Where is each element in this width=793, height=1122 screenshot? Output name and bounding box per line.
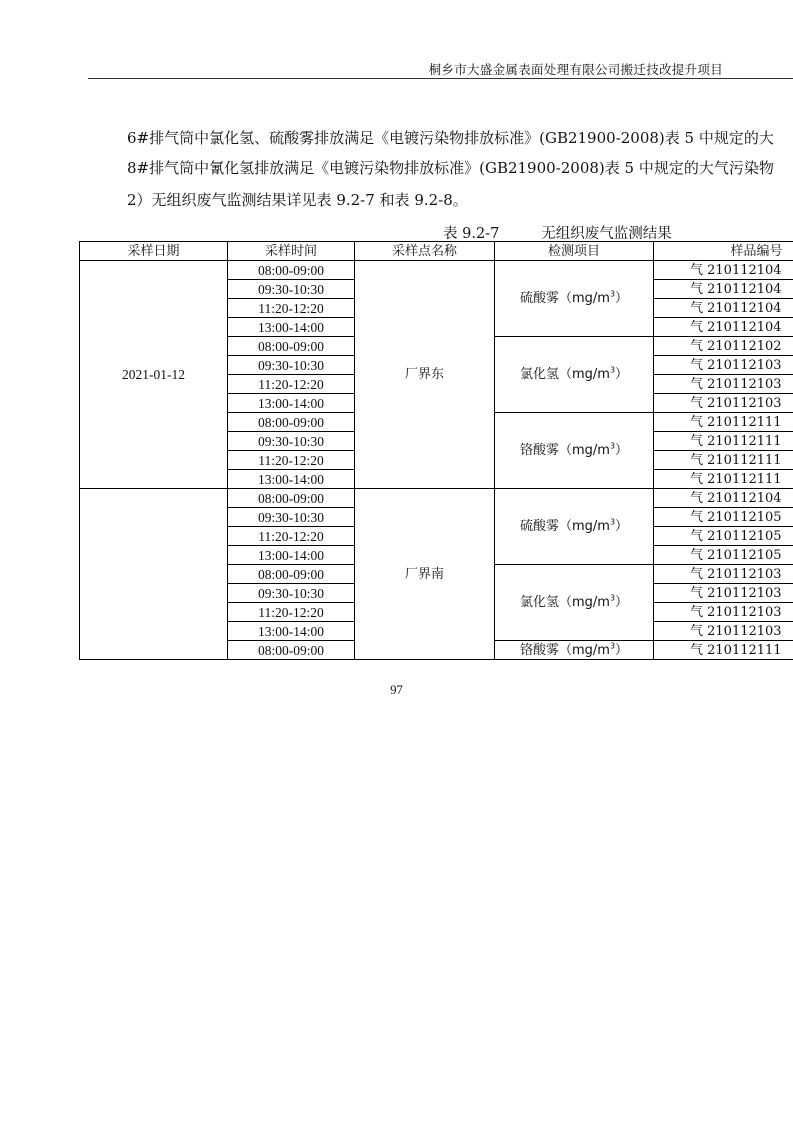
item-cell-sulfuric-acid-mist-south: [495, 489, 654, 565]
sample-number-cell: 气 210112103: [654, 394, 793, 413]
time-cell: 08:00-09:00: [228, 641, 355, 660]
sample-number-cell: 气 210112111: [654, 413, 793, 432]
unit-open: （mg/m: [558, 519, 610, 534]
item-name: 氯化氢: [519, 595, 559, 610]
time-cell: 11:20-12:20: [228, 451, 355, 470]
sample-number-cell: 气 210112103: [654, 356, 793, 375]
unit-close: ）: [615, 642, 629, 658]
item-name: 硫酸雾: [519, 291, 559, 306]
header-sampling-location: 采样点名称: [355, 242, 495, 261]
sample-number-cell: 气 210112102: [654, 337, 793, 356]
time-cell: 13:00-14:00: [228, 470, 355, 489]
time-cell: 11:20-12:20: [228, 527, 355, 546]
unit-close: ）: [615, 443, 629, 458]
time-cell: 08:00-09:00: [228, 489, 355, 508]
sample-number-cell: 气 210112111: [654, 470, 793, 489]
time-cell: 09:30-10:30: [228, 356, 355, 375]
sample-number-cell: 气 210112105: [654, 508, 793, 527]
sample-number-cell: 气 210112111: [654, 641, 793, 660]
sample-number-cell: 气 210112104: [654, 489, 793, 508]
sample-number-cell: 气 210112111: [654, 432, 793, 451]
sample-number-cell: 气 210112105: [654, 546, 793, 565]
unit-open: （mg/m: [558, 291, 610, 306]
unit-close: ）: [615, 367, 629, 382]
paragraph-line-1: 6#排气筒中氯化氢、硫酸雾排放满足《电镀污染物排放标准》(GB21900-2008)表 5 中规定的大: [127, 129, 774, 147]
time-cell: 11:20-12:20: [228, 375, 355, 394]
sample-number-cell: 气 210112104: [654, 261, 793, 280]
table-caption: [443, 222, 672, 243]
time-cell: 13:00-14:00: [228, 318, 355, 337]
unit-open: （mg/m: [558, 595, 610, 610]
sample-number-cell: 气 210112104: [654, 299, 793, 318]
header-test-item: 检测项目: [495, 242, 654, 261]
item-cell-chromic-acid-mist-south: [495, 641, 654, 660]
time-cell: 08:00-09:00: [228, 337, 355, 356]
unit-close: ）: [615, 291, 629, 306]
sample-number-cell: 气 210112103: [654, 584, 793, 603]
table-caption-title: 无组织废气监测结果: [541, 226, 672, 242]
unit-open: （mg/m: [558, 367, 610, 382]
table-caption-number: 表 9.2-7: [443, 226, 500, 242]
location-cell-east: 厂界东: [355, 261, 495, 489]
page-number: 97: [390, 683, 403, 697]
unit-sup: 3: [609, 365, 616, 375]
time-cell: 13:00-14:00: [228, 546, 355, 565]
item-name: 铬酸雾: [519, 443, 559, 458]
item-cell-chromic-acid-mist: [495, 413, 654, 489]
time-cell: 13:00-14:00: [228, 394, 355, 413]
unit-sup: 3: [609, 289, 616, 299]
sample-number-cell: 气 210112104: [654, 280, 793, 299]
sample-number-cell: 气 210112103: [654, 622, 793, 641]
sample-number-cell: 气 210112104: [654, 318, 793, 337]
item-cell-hydrogen-chloride: [495, 337, 654, 413]
monitoring-table-wrapper: [79, 241, 793, 661]
unit-close: ）: [615, 595, 629, 610]
header-sample-number: 样品编号: [654, 242, 793, 261]
time-cell: 08:00-09:00: [228, 565, 355, 584]
item-name: 氯化氢: [519, 367, 559, 382]
time-cell: 09:30-10:30: [228, 280, 355, 299]
time-cell: 08:00-09:00: [228, 261, 355, 280]
header-rule: [88, 78, 793, 79]
unit-sup: 3: [609, 641, 616, 651]
sampling-date-cell: 2021-01-12: [80, 261, 228, 489]
unit-open: （mg/m: [558, 443, 610, 458]
header-sampling-time: 采样时间: [228, 242, 355, 261]
paragraph-line-2: 8#排气筒中氰化氢排放满足《电镀污染物排放标准》(GB21900-2008)表 5 中规定的大气污染物: [127, 159, 774, 177]
time-cell: 09:30-10:30: [228, 508, 355, 527]
header-sampling-date: 采样日期: [80, 242, 228, 261]
document-header-title: 桐乡市大盛金属表面处理有限公司搬迁技改提升项目: [428, 62, 723, 77]
monitoring-results-table: [79, 241, 793, 660]
time-cell: 09:30-10:30: [228, 584, 355, 603]
sample-number-cell: 气 210112103: [654, 565, 793, 584]
item-cell-sulfuric-acid-mist: [495, 261, 654, 337]
sampling-date-cell-continued: [80, 489, 228, 660]
time-cell: 11:20-12:20: [228, 299, 355, 318]
unit-close: ）: [615, 519, 629, 534]
sample-number-cell: 气 210112103: [654, 375, 793, 394]
time-cell: 08:00-09:00: [228, 413, 355, 432]
unit-sup: 3: [609, 441, 616, 451]
time-cell: 13:00-14:00: [228, 622, 355, 641]
table-row: [80, 489, 793, 508]
time-cell: 09:30-10:30: [228, 432, 355, 451]
unit-sup: 3: [609, 593, 616, 603]
unit-sup: 3: [609, 517, 616, 527]
time-cell: 11:20-12:20: [228, 603, 355, 622]
item-name: 铬酸雾: [519, 642, 559, 658]
unit-open: （mg/m: [558, 642, 610, 658]
table-row: [80, 261, 793, 280]
sample-number-cell: 气 210112103: [654, 603, 793, 622]
sample-number-cell: 气 210112111: [654, 451, 793, 470]
item-cell-hydrogen-chloride-south: [495, 565, 654, 641]
item-name: 硫酸雾: [519, 519, 559, 534]
location-cell-south: 厂界南: [355, 489, 495, 660]
table-header-row: [80, 242, 793, 261]
paragraph-line-3: 2）无组织废气监测结果详见表 9.2-7 和表 9.2-8。: [127, 191, 468, 209]
sample-number-cell: 气 210112105: [654, 527, 793, 546]
